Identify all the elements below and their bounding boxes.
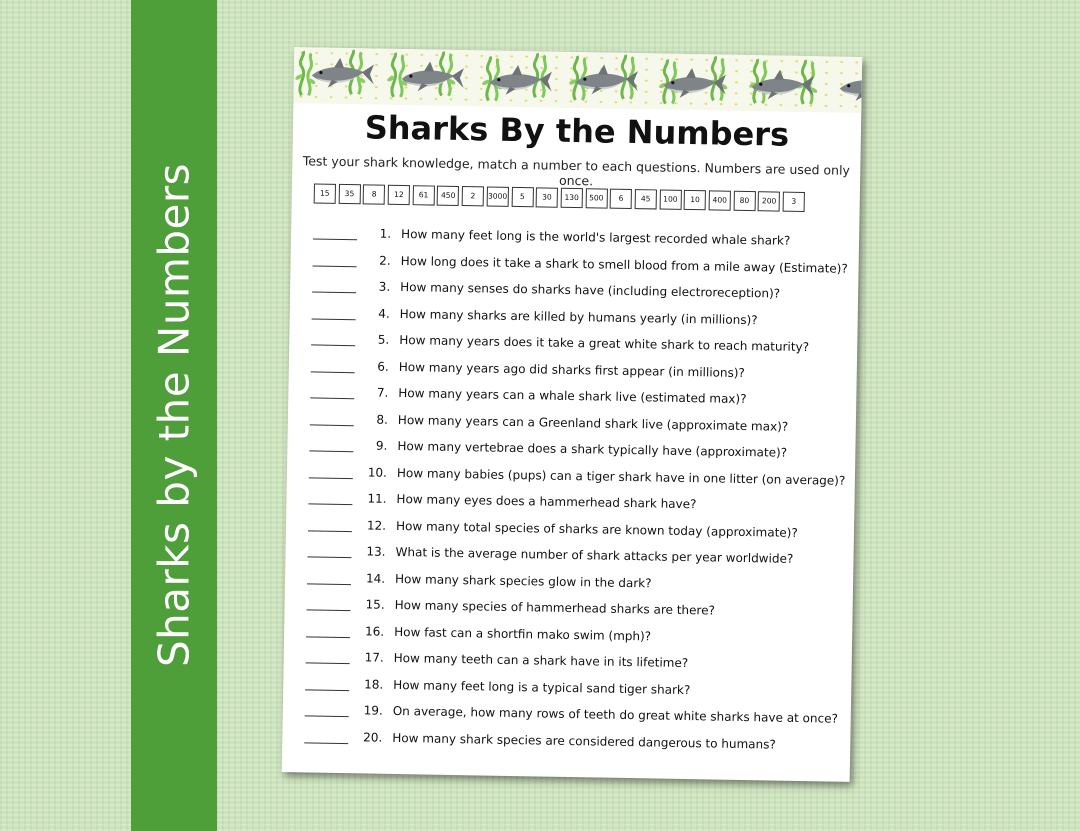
- answer-blank[interactable]: [313, 226, 357, 240]
- number-chip: 450: [437, 186, 459, 206]
- question-row: [308, 513, 798, 540]
- question-text: How many feet long is a typical sand tiger shark?: [393, 677, 691, 697]
- number-chip: 400: [709, 190, 731, 210]
- question-number: 1.: [379, 226, 392, 241]
- question-number: 14.: [365, 570, 386, 586]
- number-chip: 15: [314, 183, 336, 203]
- question-row: [307, 566, 652, 590]
- side-title: Sharks by the Numbers: [149, 162, 199, 668]
- question-text: How many years ago did sharks first appear (in millions)?: [398, 359, 746, 380]
- worksheet-page: [282, 47, 863, 782]
- question-text: How many babies (pups) can a tiger shark have in one litter (on average)?: [396, 465, 846, 488]
- question-text: How many shark species glow in the dark?: [394, 571, 652, 590]
- number-chip: 45: [635, 189, 657, 209]
- question-row: [312, 301, 758, 327]
- question-number: 15.: [365, 597, 385, 612]
- question-text: On average, how many rows of teeth do great white sharks have at once?: [392, 703, 839, 726]
- number-chip: 80: [733, 191, 755, 211]
- question-row: [313, 248, 848, 275]
- answer-blank[interactable]: [305, 703, 349, 717]
- question-number: 16.: [364, 623, 385, 639]
- question-row: [304, 725, 776, 751]
- question-row: [309, 460, 846, 487]
- answer-blank[interactable]: [305, 677, 349, 691]
- number-chip: 35: [338, 184, 360, 204]
- question-text: How many vertebrae does a shark typically have (approximate)?: [397, 438, 788, 460]
- question-text: How many years does it take a great white shark to reach maturity?: [399, 332, 810, 355]
- shark-banner: [293, 47, 862, 113]
- question-text: How many shark species are considered dangerous to humans?: [392, 730, 776, 752]
- answer-blank[interactable]: [304, 730, 348, 744]
- question-row: [311, 354, 745, 380]
- question-text: How long does it take a shark to smell blood from a mile away (Estimate)?: [400, 253, 848, 276]
- question-text: How many sharks are killed by humans yearly (in millions)?: [399, 306, 758, 327]
- worksheet-title: Sharks By the Numbers: [364, 108, 790, 154]
- question-row: [307, 539, 793, 565]
- question-number: 17.: [364, 650, 384, 665]
- question-row: [310, 380, 746, 406]
- question-row: [310, 407, 789, 433]
- answer-blank[interactable]: [310, 385, 354, 399]
- question-number: 2.: [379, 253, 391, 268]
- question-text: What is the average number of shark attacks per year worldwide?: [395, 544, 794, 566]
- seaweed-icon: [294, 49, 819, 106]
- number-chip: 8: [363, 184, 385, 204]
- number-chip: 2: [462, 186, 484, 206]
- number-chip: 3: [783, 192, 805, 212]
- answer-blank[interactable]: [309, 465, 353, 479]
- question-number: 7.: [376, 385, 389, 400]
- question-row: [307, 592, 716, 617]
- question-row: [305, 698, 838, 725]
- question-text: How many teeth can a shark have in its lifetime?: [393, 650, 689, 671]
- question-text: How many eyes does a hammerhead shark have?: [396, 491, 697, 512]
- answer-blank[interactable]: [311, 332, 355, 346]
- number-chip: 500: [585, 188, 607, 208]
- question-number: 3.: [378, 279, 391, 294]
- answer-blank[interactable]: [313, 253, 357, 267]
- question-list: [313, 221, 853, 752]
- answer-blank[interactable]: [307, 597, 351, 611]
- question-text: How many years can a Greenland shark live (approximate max)?: [397, 412, 789, 434]
- number-chip: 5: [511, 187, 533, 207]
- question-row: [311, 327, 809, 354]
- answer-blank[interactable]: [312, 306, 356, 320]
- number-chip: 130: [560, 188, 582, 208]
- answer-blank[interactable]: [306, 650, 350, 664]
- question-number: 12.: [366, 517, 387, 533]
- question-text: How many senses do sharks have (including electroreception)?: [400, 279, 781, 301]
- number-chip: 100: [659, 189, 681, 209]
- answer-blank[interactable]: [308, 491, 352, 505]
- number-chip: 12: [388, 185, 410, 205]
- number-chip: 6: [610, 189, 632, 209]
- answer-blank[interactable]: [310, 412, 354, 426]
- question-number: 9.: [375, 438, 388, 453]
- question-text: How fast can a shortfin mako swim (mph)?: [394, 624, 652, 643]
- number-chip: 61: [412, 185, 434, 205]
- number-chip: 200: [758, 191, 780, 211]
- question-number: 18.: [364, 676, 384, 692]
- question-number: 8.: [376, 412, 389, 427]
- question-row: [306, 645, 689, 670]
- answer-blank[interactable]: [311, 359, 355, 373]
- question-row: [306, 619, 651, 643]
- answer-blank[interactable]: [309, 438, 353, 452]
- answer-blank[interactable]: [307, 571, 351, 585]
- question-text: How many species of hammerhead sharks are there?: [394, 597, 716, 618]
- number-chip: 30: [536, 187, 558, 207]
- question-number: 10.: [367, 464, 388, 480]
- number-chip: 3000: [486, 186, 508, 206]
- question-text: How many years can a whale shark live (estimated max)?: [398, 385, 747, 407]
- question-row: [309, 433, 787, 459]
- question-number: 13.: [366, 544, 386, 559]
- question-row: [313, 221, 790, 247]
- number-chip: 10: [684, 190, 706, 210]
- question-number: 19.: [363, 703, 383, 718]
- question-row: [305, 672, 690, 697]
- question-row: [308, 486, 696, 511]
- question-number: 6.: [377, 359, 389, 374]
- instructions: Test your shark knowledge, match a number to each questions. Numbers are used only once.: [302, 153, 851, 189]
- question-text: How many total species of sharks are known today (approximate)?: [395, 518, 798, 540]
- question-number: 4.: [378, 306, 390, 321]
- question-number: 20.: [363, 729, 383, 745]
- answer-blank[interactable]: [308, 518, 352, 532]
- question-number: 5.: [377, 332, 390, 347]
- answer-blank[interactable]: [312, 279, 356, 293]
- question-number: 11.: [367, 491, 387, 506]
- question-text: How many feet long is the world's largest recorded whale shark?: [401, 226, 791, 248]
- answer-blank[interactable]: [307, 544, 351, 558]
- question-row: [312, 274, 780, 300]
- answer-blank[interactable]: [306, 624, 350, 638]
